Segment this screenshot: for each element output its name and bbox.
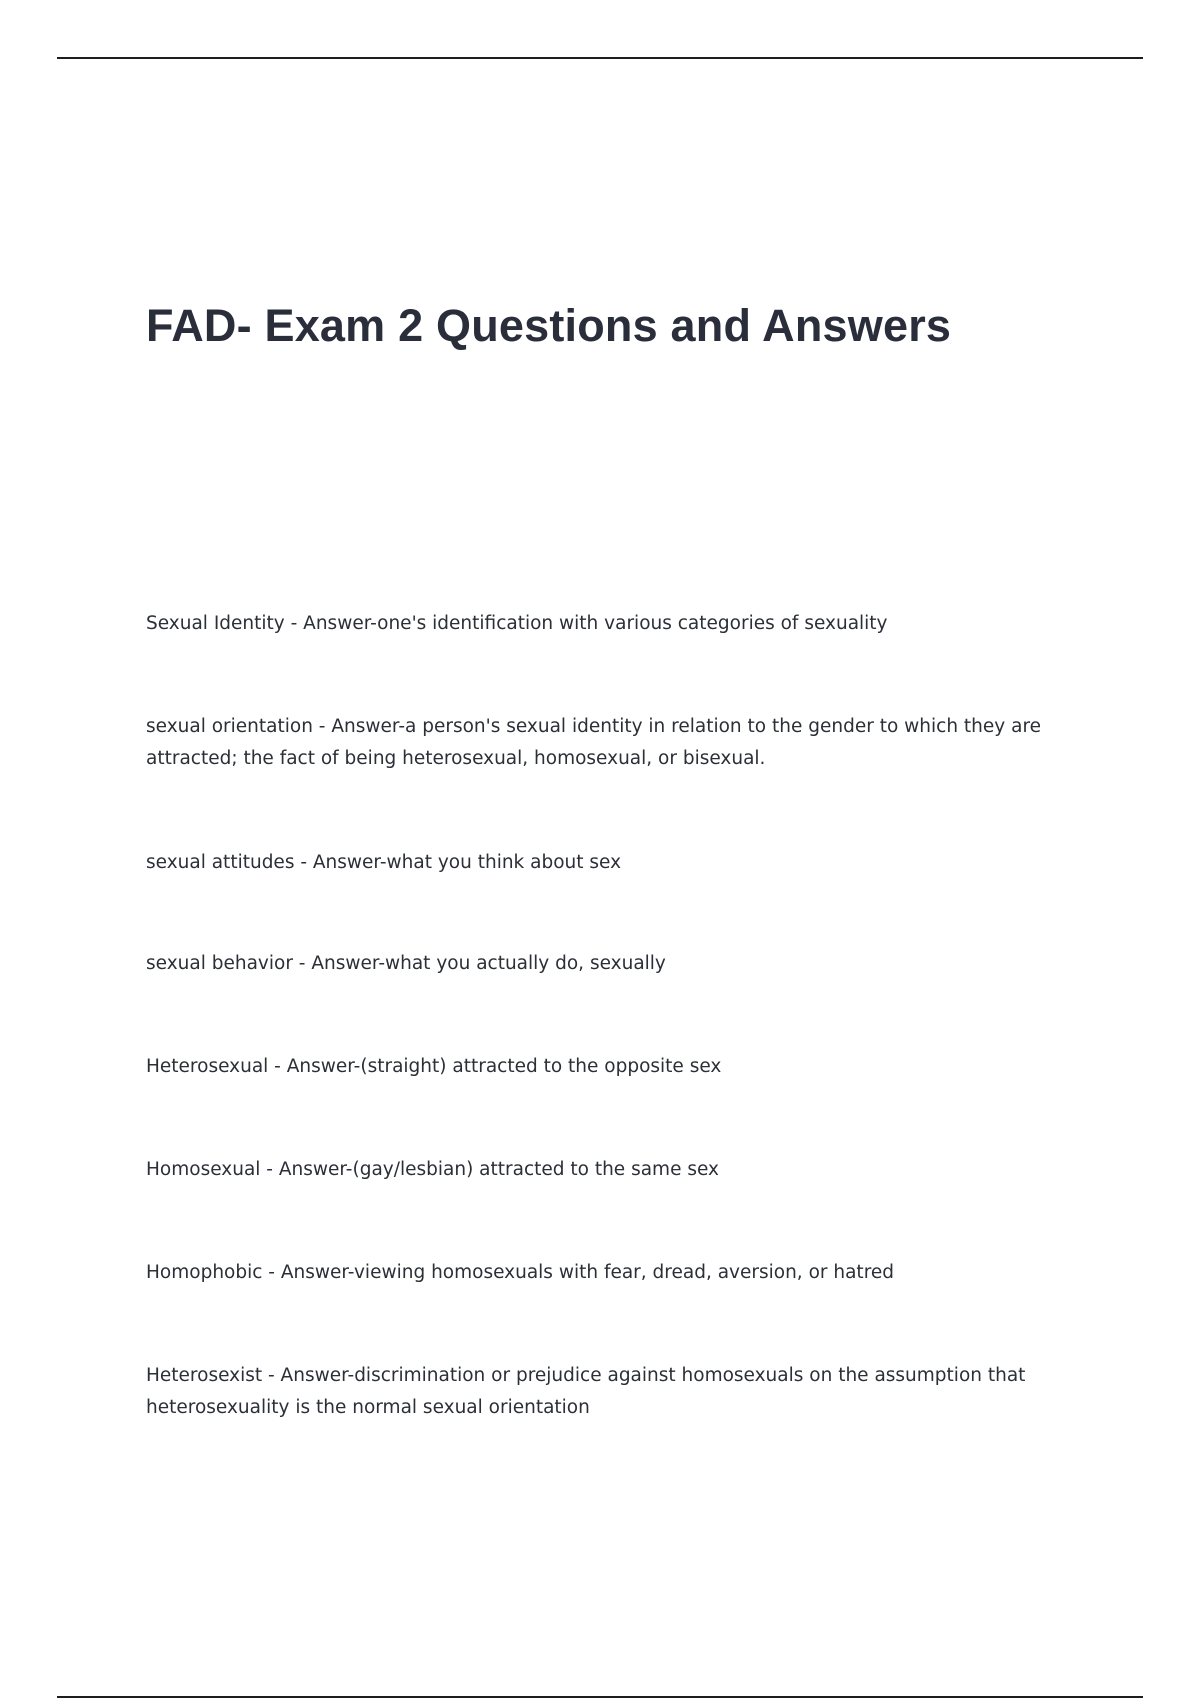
qa-item-sexual-attitudes: sexual attitudes - Answer-what you think about sex — [146, 852, 622, 873]
page-title: FAD- Exam 2 Questions and Answers — [146, 300, 952, 351]
top-rule — [57, 57, 1143, 59]
qa-item-sexual-identity: Sexual Identity - Answer-one's identification with various categories of sexuality — [146, 613, 888, 634]
qa-item-homophobic: Homophobic - Answer-viewing homosexuals with fear, dread, aversion, or hatred — [146, 1262, 895, 1283]
qa-item-sexual-behavior: sexual behavior - Answer-what you actually do, sexually — [146, 953, 666, 974]
qa-item-homosexual: Homosexual - Answer-(gay/lesbian) attracted to the same sex — [146, 1159, 719, 1180]
qa-item-heterosexual: Heterosexual - Answer-(straight) attracted to the opposite sex — [146, 1056, 722, 1077]
qa-item-sexual-orientation: sexual orientation - Answer-a person's sexual identity in relation to the gender to which they are attracted; the fact of being heterosexual, homosexual, or bisexual. — [146, 716, 1042, 769]
bottom-rule — [57, 1696, 1143, 1698]
qa-item-heterosexist: Heterosexist - Answer-discrimination or prejudice against homosexuals on the assumption that heterosexuality is the normal sexual orientation — [146, 1365, 1026, 1418]
